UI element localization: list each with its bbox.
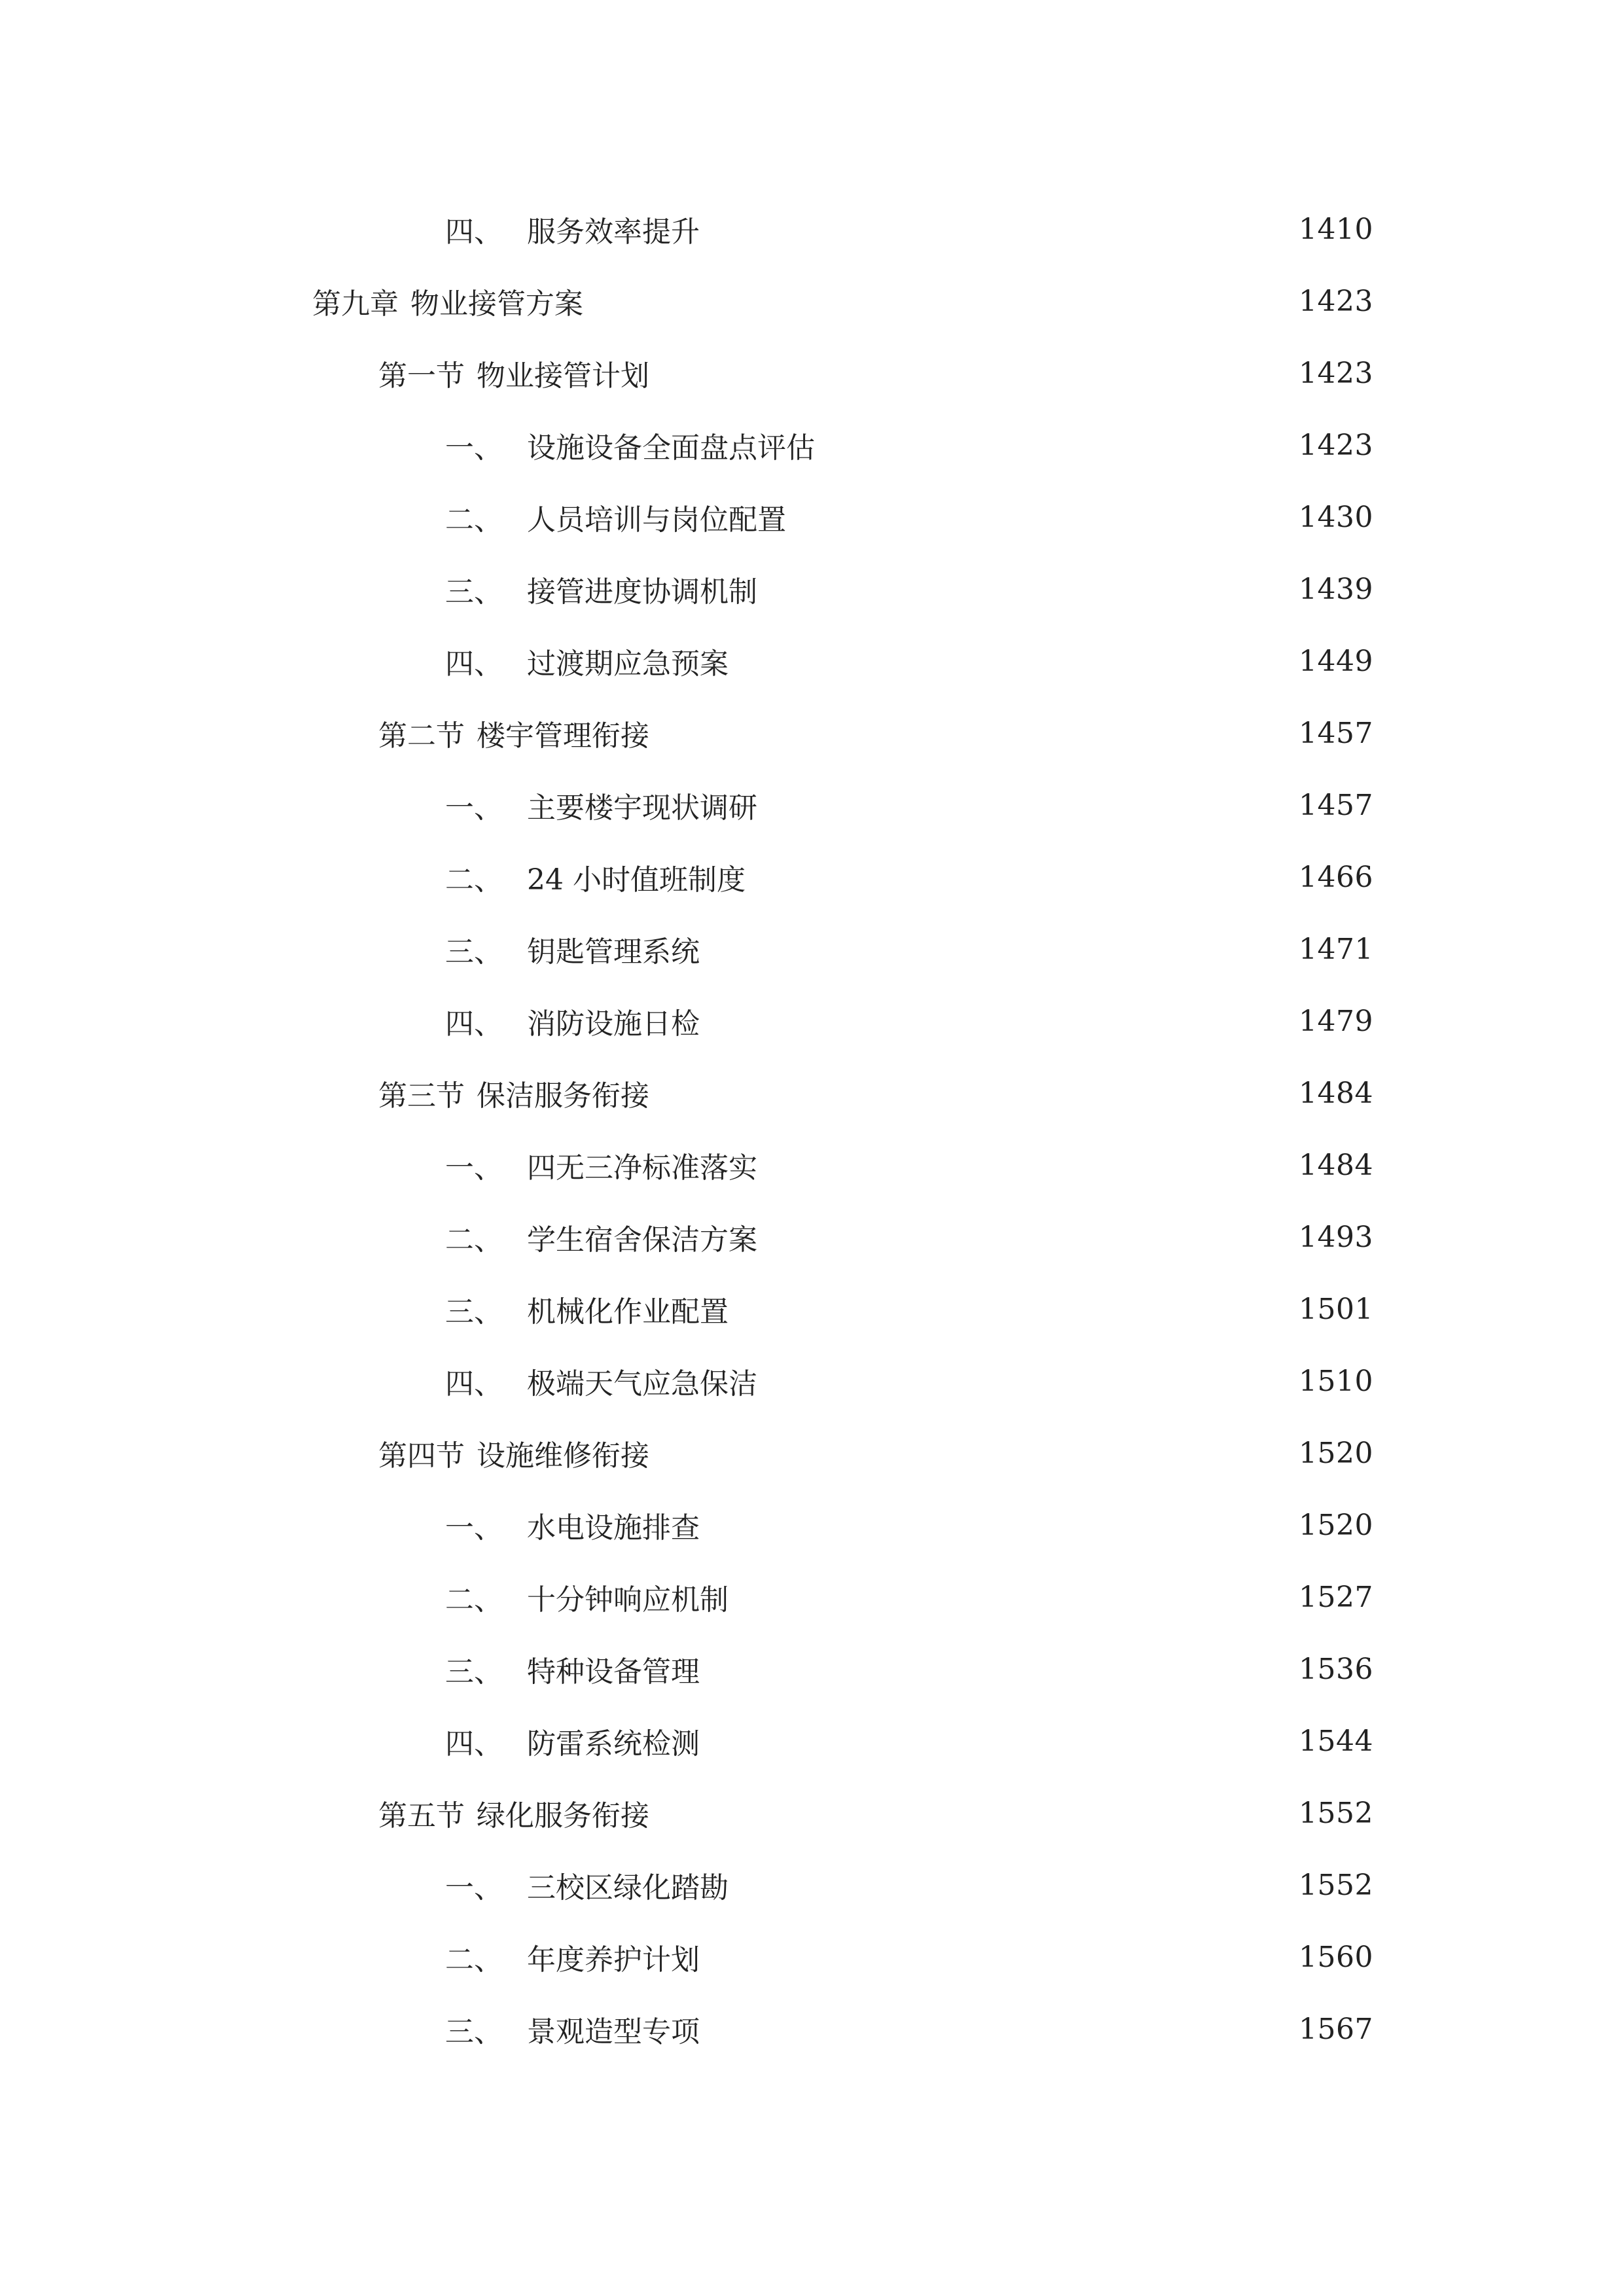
toc-entry-page: 1536 (1299, 1652, 1373, 1686)
toc-entry-page: 1423 (1299, 356, 1373, 390)
toc-entry-number: 四、 (445, 215, 503, 249)
toc-entry[interactable] (445, 776, 1373, 834)
toc-entry-number: 一、 (445, 431, 503, 465)
toc-entry-page: 1493 (1299, 1220, 1373, 1254)
toc-section-entry[interactable] (378, 344, 1373, 403)
toc-entry[interactable] (445, 1352, 1373, 1410)
toc-entry-title: 主要楼宇现状调研 (527, 791, 757, 825)
dot-leader (824, 431, 1290, 459)
toc-entry-page: 1552 (1299, 1868, 1373, 1902)
toc-entry-number: 第二节 (378, 719, 465, 753)
toc-entry-page: 1552 (1299, 1796, 1373, 1830)
toc-entry-number: 四、 (445, 1007, 503, 1041)
dot-leader (709, 1943, 1290, 1971)
toc-entry-title: 学生宿舍保洁方案 (527, 1223, 757, 1257)
toc-entry-number: 第一节 (378, 359, 465, 393)
toc-entry-title: 物业接管方案 (410, 287, 583, 321)
toc-entry-title: 水电设施排查 (527, 1511, 700, 1545)
toc-entry-title: 绿化服务衔接 (477, 1799, 649, 1833)
toc-entry-number: 二、 (445, 863, 503, 897)
toc-entry-page: 1484 (1299, 1148, 1373, 1182)
toc-chapter-entry[interactable] (312, 272, 1373, 331)
toc-entry[interactable] (445, 560, 1373, 619)
toc-entry[interactable] (445, 1496, 1373, 1554)
toc-entry-title: 保洁服务衔接 (477, 1079, 649, 1113)
toc-entry[interactable] (445, 1712, 1373, 1770)
toc-entry[interactable] (445, 992, 1373, 1050)
toc-section-entry[interactable] (378, 1424, 1373, 1482)
toc-entry[interactable] (445, 488, 1373, 547)
toc-entry[interactable] (445, 2000, 1373, 2058)
toc-entry[interactable] (445, 1208, 1373, 1266)
toc-entry-number: 二、 (445, 1583, 503, 1617)
dot-leader (709, 1727, 1290, 1755)
toc-entry-number: 三、 (445, 935, 503, 969)
toc-entry-number: 二、 (445, 1223, 503, 1257)
dot-leader (767, 1151, 1290, 1179)
toc-entry-page: 1527 (1299, 1580, 1373, 1614)
toc-entry-title: 机械化作业配置 (527, 1295, 729, 1329)
dot-leader (767, 1223, 1290, 1251)
dot-leader (738, 1583, 1290, 1611)
toc-entry-page: 1423 (1299, 428, 1373, 462)
toc-entry-number: 一、 (445, 1511, 503, 1545)
toc-entry-number: 四、 (445, 1367, 503, 1401)
toc-entry-title: 景观造型专项 (527, 2015, 700, 2049)
toc-entry[interactable] (445, 200, 1373, 259)
dot-leader (709, 1007, 1290, 1035)
toc-section-entry[interactable] (378, 704, 1373, 762)
dot-leader (709, 935, 1290, 963)
toc-entry-title: 十分钟响应机制 (527, 1583, 729, 1617)
toc-entry-title: 三校区绿化踏勘 (527, 1871, 729, 1905)
toc-entry-page: 1560 (1299, 1940, 1373, 1974)
dot-leader (709, 1655, 1290, 1683)
toc-entry-number: 三、 (445, 1655, 503, 1689)
toc-section-entry[interactable] (378, 1784, 1373, 1842)
toc-entry-title: 过渡期应急预案 (527, 647, 729, 681)
toc-entry[interactable] (445, 1568, 1373, 1626)
dot-leader (709, 215, 1290, 243)
toc-entry[interactable] (445, 632, 1373, 691)
toc-entry-number: 第九章 (312, 287, 399, 321)
toc-entry[interactable] (445, 1928, 1373, 1986)
toc-entry-page: 1501 (1299, 1292, 1373, 1326)
toc-entry-page: 1449 (1299, 644, 1373, 678)
dot-leader (755, 863, 1290, 891)
toc-entry-title: 钥匙管理系统 (527, 935, 700, 969)
toc-entry-number: 一、 (445, 791, 503, 825)
dot-leader (738, 647, 1290, 675)
dot-leader (659, 719, 1290, 747)
toc-entry[interactable] (445, 1136, 1373, 1194)
toc-entry-page: 1423 (1299, 284, 1373, 318)
dot-leader (795, 503, 1290, 531)
toc-entry-title: 年度养护计划 (527, 1943, 700, 1977)
toc-entry-number: 三、 (445, 575, 503, 609)
dot-leader (592, 287, 1290, 315)
toc-entry-title: 极端天气应急保洁 (527, 1367, 757, 1401)
dot-leader (767, 575, 1290, 603)
dot-leader (659, 1799, 1290, 1827)
toc-entry[interactable] (445, 1640, 1373, 1698)
toc-entry[interactable] (445, 920, 1373, 978)
toc-entry-page: 1439 (1299, 572, 1373, 606)
dot-leader (767, 1367, 1290, 1395)
toc-entry-page: 1410 (1299, 212, 1373, 246)
toc-entry-number: 一、 (445, 1871, 503, 1905)
toc-entry-number: 二、 (445, 1943, 503, 1977)
toc-entry-page: 1471 (1299, 932, 1373, 966)
toc-entry-number: 四、 (445, 647, 503, 681)
toc-entry-title: 服务效率提升 (527, 215, 700, 249)
toc-entry-page: 1520 (1299, 1508, 1373, 1542)
toc-entry-number: 二、 (445, 503, 503, 537)
toc-entry-title: 设施设备全面盘点评估 (527, 431, 815, 465)
dot-leader (659, 1439, 1290, 1467)
toc-entry-number: 第五节 (378, 1799, 465, 1833)
toc-entry-number: 四、 (445, 1727, 503, 1761)
toc-entry-title: 四无三净标准落实 (527, 1151, 757, 1185)
dot-leader (709, 2015, 1290, 2043)
toc-entry-title: 特种设备管理 (527, 1655, 700, 1689)
dot-leader (738, 1295, 1290, 1323)
dot-leader (767, 791, 1290, 819)
toc-entry-number: 一、 (445, 1151, 503, 1185)
toc-entry-title: 楼宇管理衔接 (477, 719, 649, 753)
toc-section-entry[interactable] (378, 1064, 1373, 1122)
toc-entry-number: 三、 (445, 2015, 503, 2049)
toc-entry-title: 接管进度协调机制 (527, 575, 757, 609)
dot-leader (659, 359, 1290, 387)
toc-entry-page: 1457 (1299, 716, 1373, 750)
toc-entry-page: 1484 (1299, 1076, 1373, 1110)
toc-entry-title: 设施维修衔接 (477, 1439, 649, 1473)
dot-leader (738, 1871, 1290, 1899)
toc-entry-number: 三、 (445, 1295, 503, 1329)
toc-entry-title: 消防设施日检 (527, 1007, 700, 1041)
toc-entry-page: 1520 (1299, 1436, 1373, 1470)
toc-entry-title: 防雷系统检测 (527, 1727, 700, 1761)
toc-entry-page: 1567 (1299, 2012, 1373, 2046)
toc-entry-title: 物业接管计划 (477, 359, 649, 393)
toc-entry-title: 24 小时值班制度 (527, 863, 746, 897)
toc-entry-page: 1430 (1299, 500, 1373, 534)
dot-leader (659, 1079, 1290, 1107)
toc-entry-title: 人员培训与岗位配置 (527, 503, 786, 537)
dot-leader (709, 1511, 1290, 1539)
toc-entry-page: 1544 (1299, 1724, 1373, 1758)
toc-entry-page: 1466 (1299, 860, 1373, 894)
toc-entry[interactable] (445, 848, 1373, 906)
toc-entry-number: 第四节 (378, 1439, 465, 1473)
toc-entry[interactable] (445, 1280, 1373, 1338)
toc-entry[interactable] (445, 1856, 1373, 1914)
toc-entry-page: 1510 (1299, 1364, 1373, 1398)
toc-entry[interactable] (445, 416, 1373, 475)
toc-entry-page: 1479 (1299, 1004, 1373, 1038)
toc-entry-page: 1457 (1299, 788, 1373, 822)
toc-entry-number: 第三节 (378, 1079, 465, 1113)
